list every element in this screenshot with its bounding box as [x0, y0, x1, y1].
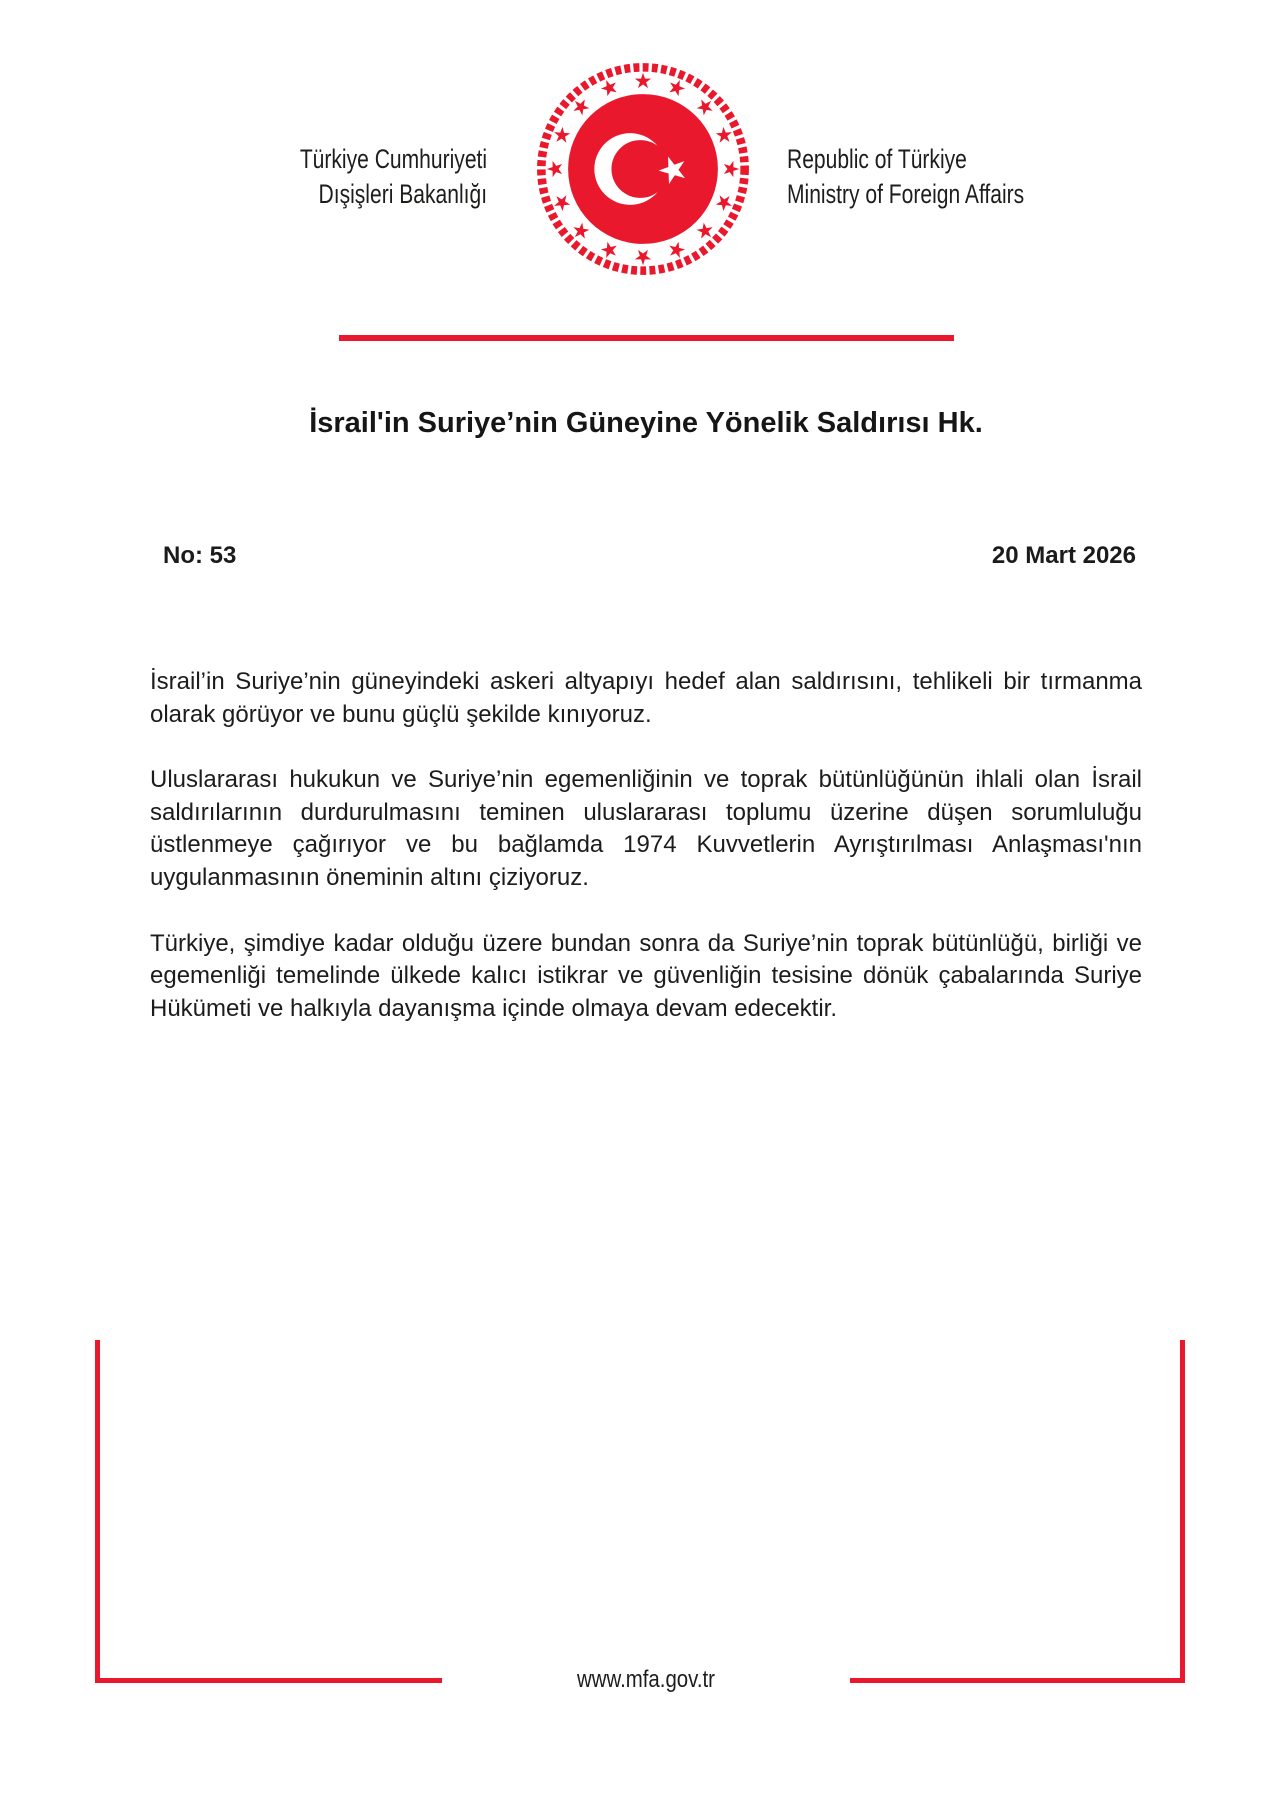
footer-frame-right-vertical: [1180, 1340, 1185, 1683]
footer-frame-left-vertical: [95, 1340, 100, 1683]
website-url: www.mfa.gov.tr: [577, 1666, 715, 1693]
org-left-line1: Türkiye Cumhuriyeti: [299, 144, 487, 174]
turkiye-mfa-emblem-icon: [536, 62, 750, 276]
header-divider-bar: [339, 335, 954, 341]
page-title: İsrail'in Suriye’nin Güneyine Yönelik Saldırısı Hk.: [309, 407, 983, 439]
document-number: No: 53: [163, 542, 237, 569]
paragraph-2: Uluslararası hukukun ve Suriye’nin egemenliğinin ve toprak bütünlüğünün ihlali olan İsrail saldırılarının durdurulmasını teminen uluslararası toplumu üzerine düşen sorumluluğu üstlenmeye çağırıyor ve bu bağlamda 1974 Kuvvetlerin Ayrıştırılması Anlaşması'nın uygulanmasının öneminin altını çiziyoruz.: [150, 766, 1142, 891]
org-right-line2: Ministry of Foreign Affairs: [787, 179, 1025, 209]
paragraph-3: Türkiye, şimdiye kadar olduğu üzere bundan sonra da Suriye’nin toprak bütünlüğü, birliği ve egemenliği temelinde ülkede kalıcı istikrar ve güvenliğin tesisine dönük çabalarında Suriye Hükümeti ve halkıyla dayanışma içinde olmaya devam edecektir.: [150, 929, 1142, 1022]
org-left-line2: Dışişleri Bakanlığı: [318, 179, 487, 209]
paragraph-1: İsrail’in Suriye’nin güneyindeki askeri altyapıyı hedef alan saldırısını, tehlikeli bir tırmanma olarak görüyor ve bunu güçlü şekilde kınıyoruz.: [150, 668, 1142, 728]
org-right-line1: Republic of Türkiye: [787, 144, 967, 174]
ministry-name-english: [787, 142, 1024, 212]
ministry-name-turkish: [300, 142, 487, 212]
document-date: 20 Mart 2026: [991, 542, 1136, 569]
document-body: [150, 666, 1142, 1058]
